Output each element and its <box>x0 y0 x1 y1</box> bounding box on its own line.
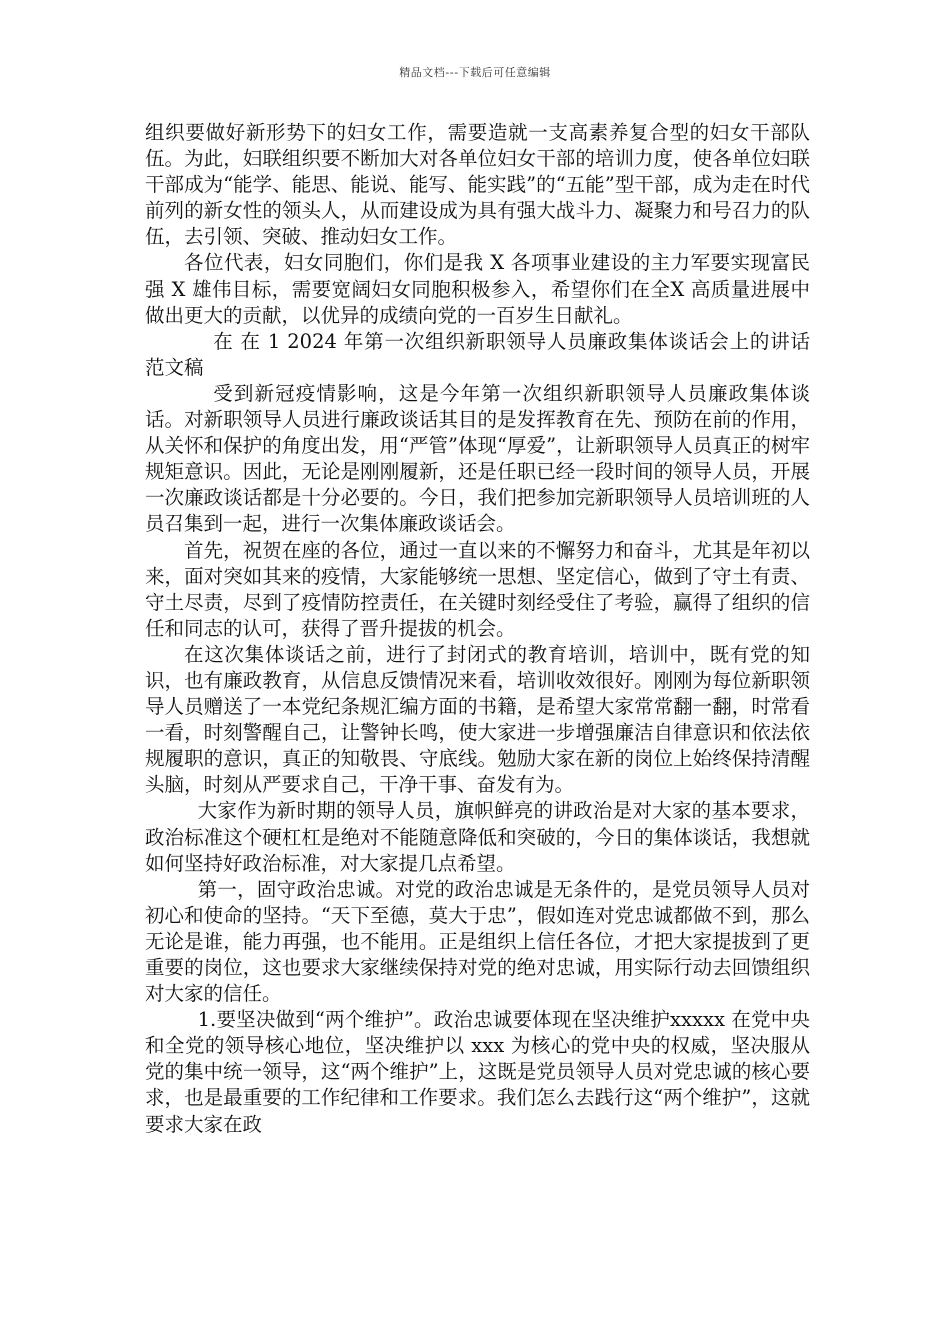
paragraph-opening: 受到新冠疫情影响，这是今年第一次组织新职领导人员廉政集体谈话。对新职领导人员进行廉政谈话其目的是发挥教育在先、预防在前的作用，从关怀和保护的角度出发，用“严管”体现“厚爱”，让新职领导人员真正的树牢规矩意识。因此，无论是刚刚履新，还是任职已经一段时间的领导人员，开展一次廉政谈话都是十分必要的。今日，我们把参加完新职领导人员培训班的人员召集到一起，进行一次集体廉政谈话会。 <box>145 381 810 536</box>
page-header: 精品文档---下载后可任意编辑 <box>399 66 551 79</box>
paragraph-training: 在这次集体谈话之前，进行了封闭式的教育培训，培训中，既有党的知识，也有廉政教育，从信息反馈情况来看，培训收效很好。刚刚为每位新职领导人员赠送了一本党纪条规汇编方面的书籍，是希望大家常常翻一翻，时常看一看，时刻警醒自己，让警钟长鸣，使大家进一步增强廉洁自律意识和依法依规履职的意识，真正的知敬畏、守底线。勉励大家在新的岗位上始终保持清醒头脑，时刻从严要求自己，干净干事、奋发有为。 <box>145 642 810 797</box>
paragraph-address-delegates: 各位代表，妇女同胞们，你们是我 X 各项事业建设的主力军要实现富民强 X 雄伟目标，需要宽阔妇女同胞积极参入，希望你们在全X 高质量进展中做出更大的贡献，以优异的成绩向党的一百岁生日献礼。 <box>145 251 810 327</box>
paragraph-first-point: 第一，固守政治忠诚。对党的政治忠诚是无条件的，是党员领导人员对初心和使命的坚持。“天下至德，莫大于忠”，假如连对党忠诚都做不到，那么无论是谁，能力再强，也不能用。正是组织上信任各位，才把大家提拔到了更重要的岗位，这也要求大家继续保持对党的绝对忠诚，用实际行动去回馈组织对大家的信任。 <box>145 877 810 1006</box>
paragraph-congratulations: 首先，祝贺在座的各位，通过一直以来的不懈努力和奋斗，尤其是年初以来，面对突如其来的疫情，大家能够统一思想、坚定信心，做到了守土有责、守土尽责，尽到了疫情防控责任，在关键时刻经受住了考验，赢得了组织的信任和同志的认可，获得了晋升提拔的机会。 <box>145 538 810 640</box>
paragraph-intro-continuation: 组织要做好新形势下的妇女工作，需要造就一支高素养复合型的妇女干部队伍。为此，妇联组织要不断加大对各单位妇女干部的培训力度，使各单位妇联干部成为“能学、能思、能说、能写、能实践”的“五能”型干部，成为走在时代前列的新女性的领头人，从而建设成为具有强大战斗力、凝聚力和号召力的队伍，去引领、突破、推动妇女工作。 <box>145 121 810 249</box>
document-body <box>145 120 810 1138</box>
paragraph-two-safeguards: 1.要坚决做到“两个维护”。政治忠诚要体现在坚决维护xxxxx 在党中央和全党的领导核心地位，坚决维护以 xxx 为核心的党中央的权威，坚决服从党的集中统一领导，这“两个维护”上，这既是党员领导人员对党忠诚的核心要求，也是最重要的工作纪律和工作要求。我们怎么去践行这“两个维护”，这就要求大家在政 <box>145 1008 810 1136</box>
paragraph-political-standard: 大家作为新时期的领导人员，旗帜鲜亮的讲政治是对大家的基本要求，政治标准这个硬杠杠是绝对不能随意降低和突破的，今日的集体谈话，我想就如何坚持好政治标准，对大家提几点希望。 <box>145 799 810 875</box>
section-title: 在 在 1 2024 年第一次组织新职领导人员廉政集体谈话会上的讲话 范文稿 <box>145 329 810 379</box>
